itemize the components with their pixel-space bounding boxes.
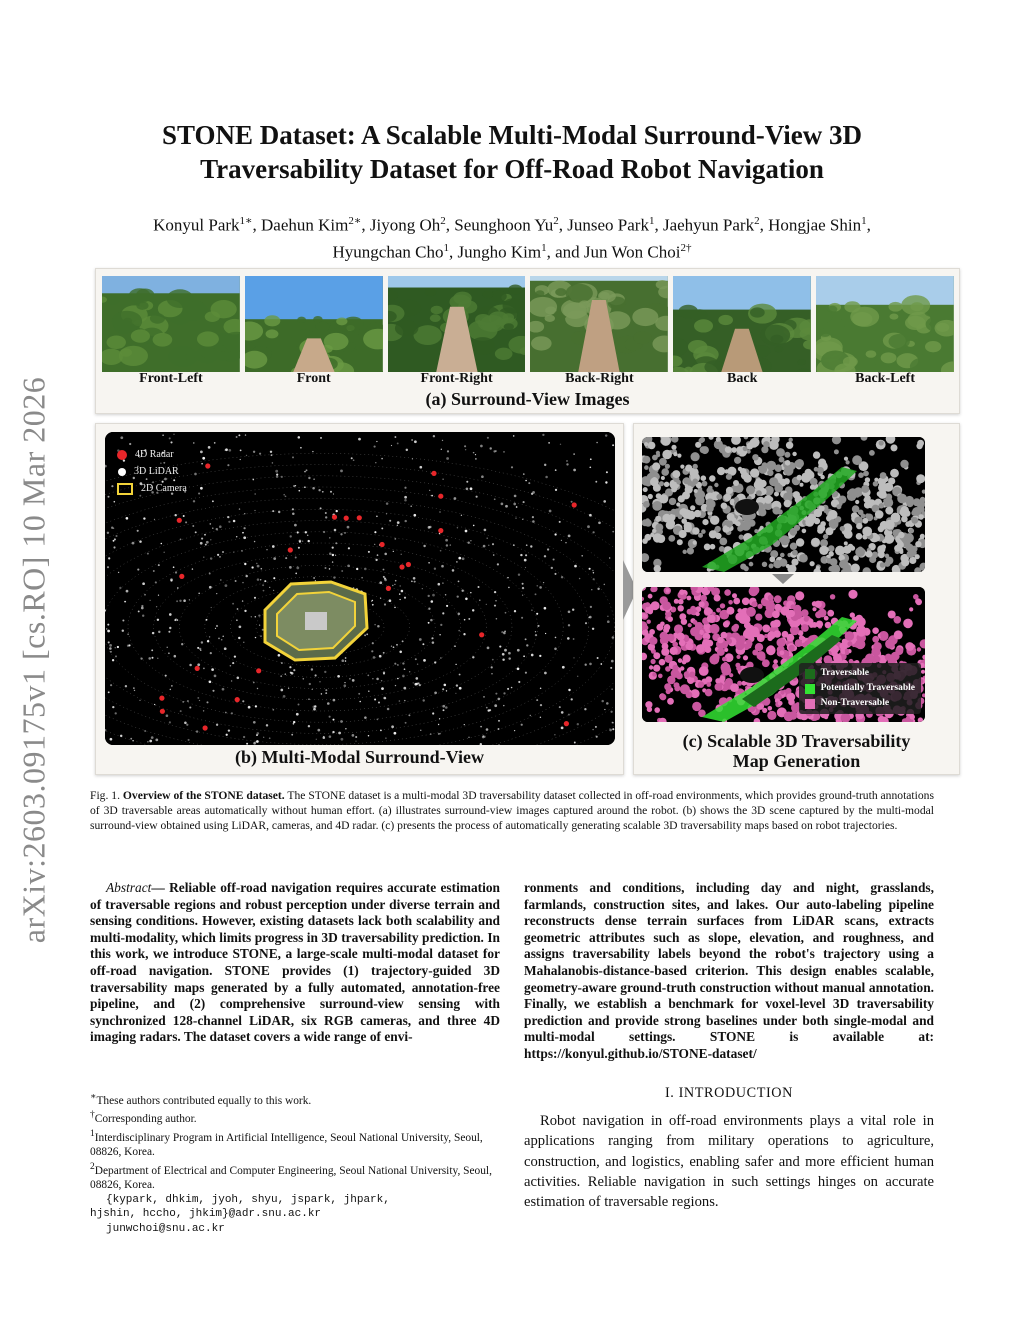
intro-paragraph: Robot navigation in off-road environments plays a vital role in applications ranging from military operations to agriculture, construction, and logistics, enabling safer and more efficient human activities. Reliable navigation in such settings hinges on accurate estimation of traversable regions. <box>524 1113 934 1211</box>
photo-labels <box>102 371 954 387</box>
figure-panel-multimodal <box>95 423 624 775</box>
title-line-2: Traversability Dataset for Off-Road Robot Navigation <box>200 154 824 184</box>
right-column <box>524 880 934 1213</box>
left-column <box>90 880 500 1046</box>
surround-photo-strip <box>102 276 954 372</box>
surround-photo <box>673 276 811 372</box>
traversability-legend: Traversable Potentially Traversable Non-Traversable <box>799 663 921 714</box>
traversable-swatch <box>805 669 815 679</box>
photo-label: Front-Right <box>420 371 493 386</box>
panel-b-caption: (b) Multi-Modal Surround-View <box>234 747 484 767</box>
figure-panel-traversability <box>633 423 960 775</box>
author-line-1: Konyul Park$^{1∗}$, Daehun Kim$^{2∗}$, Jiyong Oh$^2$, Seunghoon Yu$^2$, Junseo Park$^1$, Jaehyun Park$^2$, Hongjae Shin$^1$, <box>153 215 871 235</box>
abstract-part-1: Abstract— Reliable off-road navigation requires accurate estimation of traversable regions and robust perception under diverse terrain and sensing conditions. However, existing datasets lack both scalability and multi-modality, which limits progress in 3D traversability prediction. In this work, we introduce STONE, a large-scale multi-modal dataset for off-road navigation. STONE provides (1) trajectory-guided 3D traversability maps generated by a fully automated, annotation-free pipeline, and (2) comprehensive surround-view sensing with synchronized 128-channel LiDAR, six RGB cameras, and three 4D imaging radars. The dataset covers a wide range of envi- <box>90 880 500 1045</box>
surround-photo <box>530 276 668 372</box>
photo-label: Back-Right <box>565 371 634 386</box>
photo-label: Back <box>727 371 758 386</box>
lidar-swatch <box>118 468 126 476</box>
surround-photo <box>102 276 240 372</box>
figure-caption: Fig. 1. Overview of the STONE dataset. The STONE dataset is a multi-modal 3D traversability dataset collected in off-road environments, which provides ground-truth annotations of 3D traversable areas automatically without human effort. (a) illustrates surround-view images captured around the robot. (b) shows the 3D scene captured by the multi-modal surround-view obtained using LiDAR, cameras, and 4D radar. (c) presents the process of automatically generating scalable 3D traversability maps based on robot trajectories. <box>90 789 934 833</box>
camera-swatch <box>117 483 133 495</box>
surround-photo <box>388 276 526 372</box>
surround-photo <box>816 276 954 372</box>
figure-panel-surround-view <box>95 268 960 414</box>
photo-label: Front <box>296 371 331 386</box>
paper-title <box>100 118 924 186</box>
non-traversable-swatch <box>805 699 815 709</box>
terrain-map-gray <box>642 437 925 572</box>
sensor-legend: 4D Radar 3D LiDAR 2D Camera <box>117 446 187 497</box>
down-arrow-icon <box>772 574 794 584</box>
terrain-render <box>642 437 925 572</box>
section-heading: I. INTRODUCTION <box>664 1084 793 1101</box>
abstract-part-2: ronments and conditions, including day and night, grasslands, farmlands, construction sites, and lakes. Our auto-labeling pipeline reconstructs dense terrain surfaces from LiDAR scans, extracts geometric attributes such as slope, elevation, and roughness, and assigns traversability labels beyond the robot's trajectory using a Mahalanobis-distance-based criterion. This design enables scalable, geometry-aware ground-truth construction without manual annotation. Finally, we establish a benchmark for voxel-level 3D traversability prediction and provide strong baselines under both single-modal and multi-modal settings. STONE is available at: https://konyul.github.io/STONE-dataset/ <box>524 880 934 1061</box>
radar-swatch <box>117 450 127 460</box>
author-line-2: Hyungchan Cho$^1$, Jungho Kim$^1$, and Jun Won Choi$^{2\dagger}$ <box>332 241 692 262</box>
panel-a-caption: (a) Surround-View Images <box>425 389 630 409</box>
footnotes: ∗These authors contributed equally to this work. †Corresponding author. $^1$Interdisciplinary Program in Artificial Intelligence, Seoul National University, Seoul, 08826, Korea. $^2$Department of Electrical and Computer Engineering, Seoul National University, Seoul, 08826, Korea. {kypark, dhkim, jyoh, shyu, jspark, jhpark, hjshin, hccho, jhkim}@adr.snu.ac.kr junwchoi@snu.ac.kr <box>90 1092 492 1235</box>
terrain-map-labeled <box>642 587 925 722</box>
potentially-traversable-swatch <box>805 684 815 694</box>
photo-label: Back-Left <box>855 371 915 386</box>
surround-photo <box>245 276 383 372</box>
title-line-1: STONE Dataset: A Scalable Multi-Modal Surround-View 3D <box>161 120 863 150</box>
author-list <box>90 210 934 263</box>
lidar-point-cloud-image <box>105 432 615 745</box>
photo-label: Front-Left <box>139 371 203 386</box>
panel-c-caption: (c) Scalable 3D Traversability Map Generation <box>682 731 911 771</box>
arxiv-side-stamp: arXiv:2603.09175v1 [cs.RO] 10 Mar 2026 <box>15 376 52 944</box>
